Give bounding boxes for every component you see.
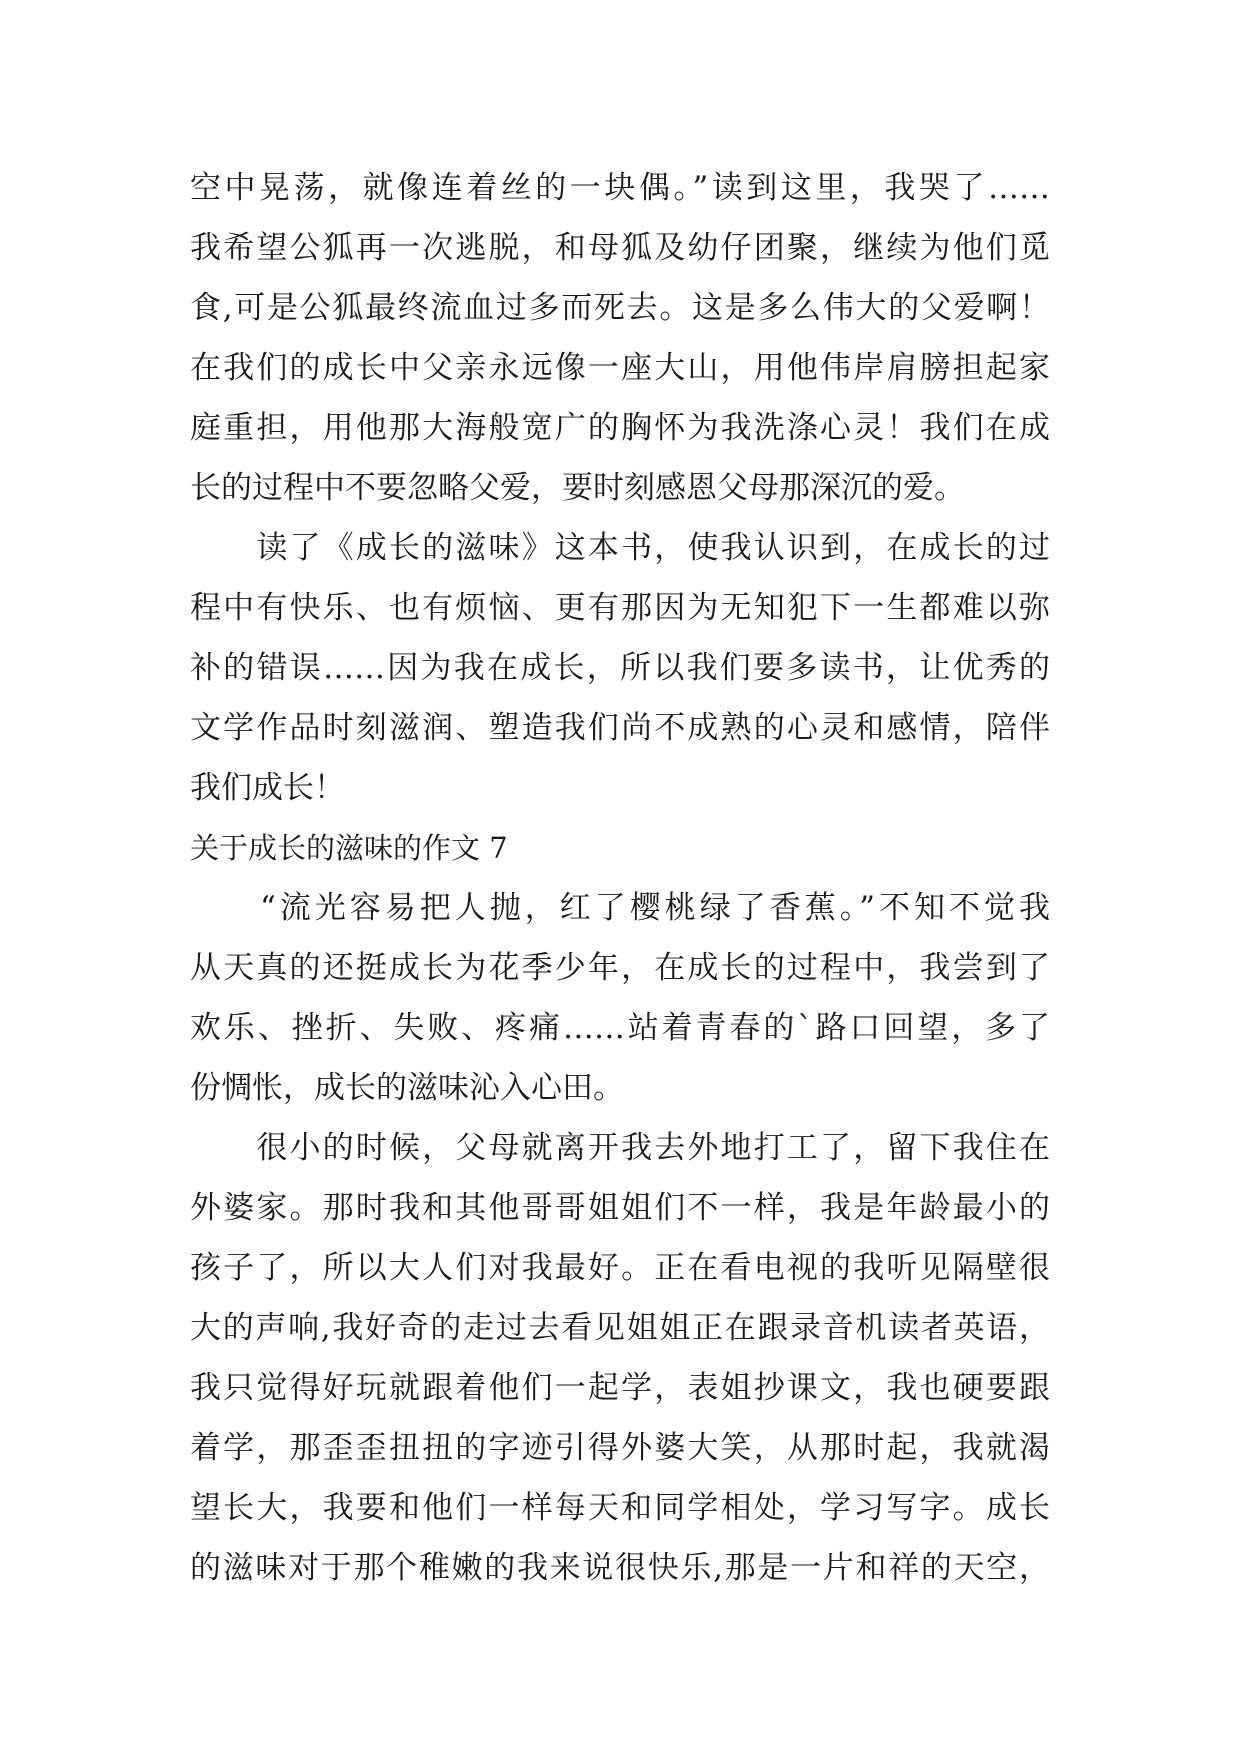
paragraph-4	[190, 1118, 1050, 1598]
text-line: 大的声响,我好奇的走过去看见姐姐正在跟录音机读者英语，	[190, 1310, 1050, 1346]
text-line: 读了《成长的滋味》这本书，使我认识到，在成长的过	[190, 530, 1050, 566]
text-line: 补的错误……因为我在成长，所以我们要多读书，让优秀的	[190, 650, 1050, 686]
text-line: 很小的时候，父母就离开我去外地打工了，留下我住在	[190, 1130, 1050, 1166]
text-line: 望长大，我要和他们一样每天和同学相处，学习写字。成长	[190, 1490, 1050, 1526]
text-line: 欢乐、挫折、失败、疼痛……站着青春的`路口回望，多了	[190, 1010, 1050, 1046]
text-line: 在我们的成长中父亲永远像一座大山，用他伟岸肩膀担起家	[190, 350, 1050, 386]
text-line: 我们成长！	[190, 770, 345, 806]
text-line: 长的过程中不要忽略父爱，要时刻感恩父母那深沉的爱。	[190, 470, 965, 506]
text-line: 份惆怅，成长的滋味沁入心田。	[190, 1070, 624, 1106]
text-line: 从天真的还挺成长为花季少年，在成长的过程中，我尝到了	[190, 950, 1050, 986]
text-line: 外婆家。那时我和其他哥哥姐姐们不一样，我是年龄最小的	[190, 1190, 1050, 1226]
text-line: 食,可是公狐最终流血过多而死去。这是多么伟大的父爱啊！	[190, 290, 1050, 326]
text-line: 庭重担，用他那大海般宽广的胸怀为我洗涤心灵！我们在成	[190, 410, 1050, 446]
text-line: 我只觉得好玩就跟着他们一起学，表姐抄课文，我也硬要跟	[190, 1370, 1050, 1406]
text-line: “流光容易把人抛，红了樱桃绿了香蕉。”不知不觉我	[190, 890, 1050, 926]
text-line: 着学，那歪歪扭扭的字迹引得外婆大笑，从那时起，我就渴	[190, 1430, 1050, 1466]
text-line: 文学作品时刻滋润、塑造我们尚不成熟的心灵和感情，陪伴	[190, 710, 1050, 746]
text-line: 的滋味对于那个稚嫩的我来说很快乐,那是一片和祥的天空，	[190, 1550, 1050, 1586]
text-line: 孩子了，所以大人们对我最好。正在看电视的我听见隔壁很	[190, 1250, 1050, 1286]
section-heading: 关于成长的滋味的作文 7	[190, 831, 508, 865]
text-line: 程中有快乐、也有烦恼、更有那因为无知犯下一生都难以弥	[190, 590, 1050, 626]
text-line: 我希望公狐再一次逃脱，和母狐及幼仔团聚，继续为他们觅	[190, 230, 1050, 266]
text-line: 空中晃荡，就像连着丝的一块偶。”读到这里，我哭了……	[190, 170, 1050, 206]
paragraph-2	[190, 518, 1050, 818]
paragraph-3	[190, 878, 1050, 1118]
document-body	[190, 158, 1050, 1598]
paragraph-1	[190, 158, 1050, 518]
